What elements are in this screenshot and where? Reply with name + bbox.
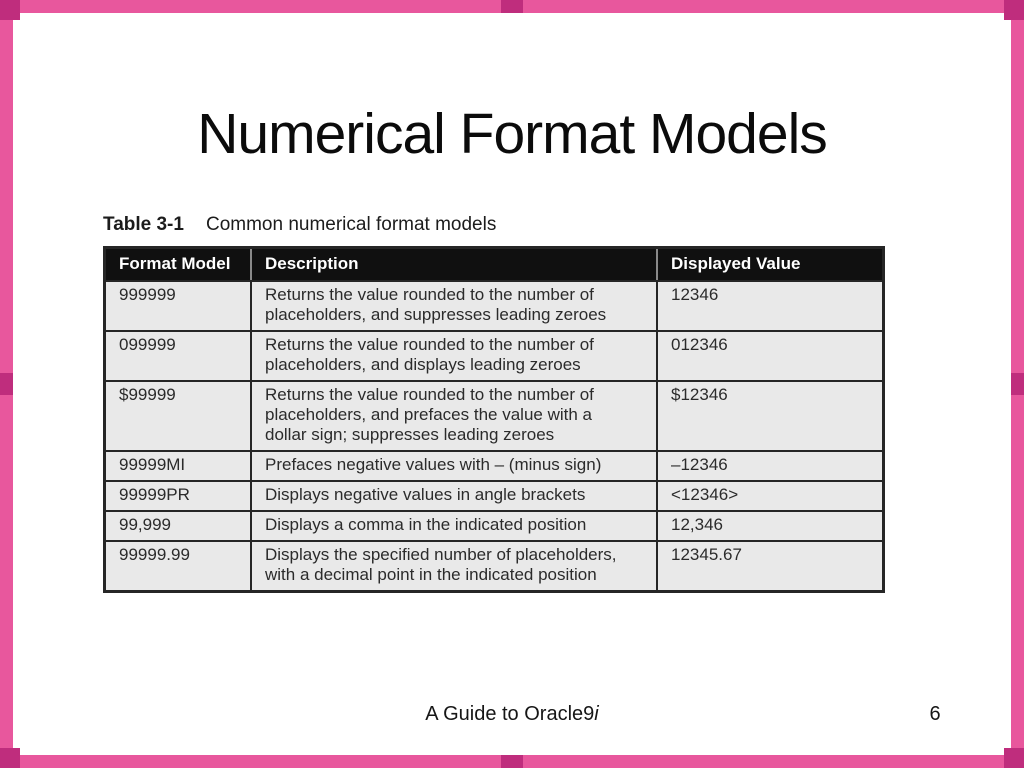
displayed-value-cell: 12,346	[656, 510, 882, 540]
table-row	[106, 280, 882, 330]
table-row	[106, 540, 882, 590]
column-header-displayed-value: Displayed Value	[656, 249, 882, 280]
displayed-value-cell: <12346>	[656, 480, 882, 510]
border-mid-handle-top	[501, 0, 523, 13]
table-caption	[103, 214, 496, 236]
border-mid-handle-right	[1011, 373, 1024, 395]
description-cell: Returns the value rounded to the number of placeholders, and displays leading zeroes	[250, 330, 656, 380]
description-cell: Displays the specified number of placeholders, with a decimal point in the indicated position	[250, 540, 656, 590]
border-corner-handle-top-left	[0, 0, 20, 20]
numeric-format-table	[103, 246, 885, 593]
table-caption-text: Common numerical format models	[205, 214, 497, 235]
description-cell: Returns the value rounded to the number of placeholders, and prefaces the value with a dollar sign; suppresses leading zeroes	[250, 380, 656, 450]
displayed-value-cell: 012346	[656, 330, 882, 380]
format-model-cell: 99999.99	[106, 540, 250, 590]
table-row	[106, 380, 882, 450]
footer-book-title-text: A Guide to Oracle9	[425, 703, 595, 725]
table-row	[106, 510, 882, 540]
displayed-value-cell: $12346	[656, 380, 882, 450]
border-corner-handle-bottom-left	[0, 748, 20, 768]
border-corner-handle-top-right	[1004, 0, 1024, 20]
slide-title: Numerical Format Models	[197, 102, 827, 166]
displayed-value-cell: –12346	[656, 450, 882, 480]
format-model-cell: $99999	[106, 380, 250, 450]
table-row	[106, 330, 882, 380]
table-caption-label: Table 3-1	[103, 214, 184, 235]
description-cell: Displays negative values in angle brackets	[250, 480, 656, 510]
border-corner-handle-bottom-right	[1004, 748, 1024, 768]
table-row	[106, 480, 882, 510]
displayed-value-cell: 12346	[656, 280, 882, 330]
column-header-description: Description	[250, 249, 656, 280]
page-number: 6	[929, 703, 941, 725]
column-header-format-model: Format Model	[106, 249, 250, 280]
border-mid-handle-left	[0, 373, 13, 395]
format-model-cell: 99,999	[106, 510, 250, 540]
description-cell: Prefaces negative values with – (minus sign)	[250, 450, 656, 480]
table-row	[106, 450, 882, 480]
description-cell: Returns the value rounded to the number of placeholders, and suppresses leading zeroes	[250, 280, 656, 330]
format-model-cell: 99999PR	[106, 480, 250, 510]
displayed-value-cell: 12345.67	[656, 540, 882, 590]
format-model-cell: 99999MI	[106, 450, 250, 480]
description-cell: Displays a comma in the indicated position	[250, 510, 656, 540]
format-model-cell: 999999	[106, 280, 250, 330]
format-model-cell: 099999	[106, 330, 250, 380]
border-mid-handle-bottom	[501, 755, 523, 768]
footer-book-title-italic-i: i	[594, 703, 599, 725]
table-header-row	[106, 249, 882, 280]
footer-book-title	[0, 703, 1024, 726]
